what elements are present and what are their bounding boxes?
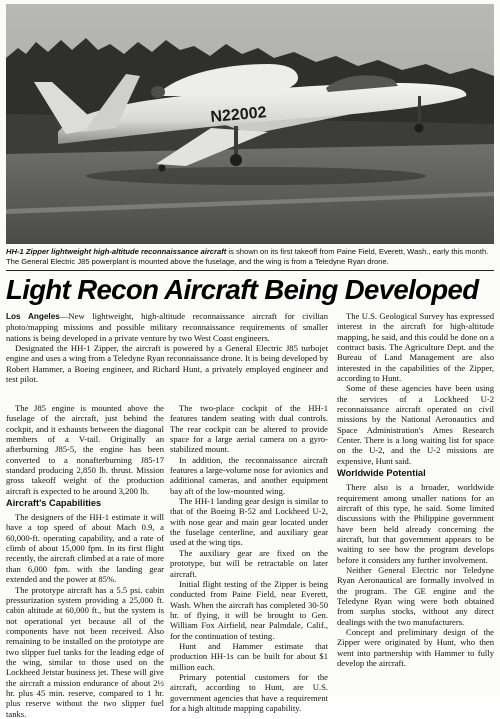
caption-lead: HH-1 Zipper lightweight high-altitude reconnaissance aircraft xyxy=(6,247,227,256)
aircraft-photo xyxy=(6,4,494,244)
paragraph: The designers of the HH-1 estimate it will have a top speed of about Mach 0.9, a 60,000-ft. operating capability, and a rate of climb of about 15,000 fpm. In its first flight recently, the aircraft climbed at a rate of more than 6,000 fpm. with the landing gear extended and the power at 85%. xyxy=(6,512,164,585)
article-column-2 xyxy=(170,403,328,713)
article-column-1 xyxy=(6,403,164,719)
paragraph: Neither General Electric nor Teledyne Ryan Aeronautical are formally involved in the program. The GE engine and the Teledyne Ryan wing were both obtained from surplus stocks, without any direct dealings with the two manufacturers. xyxy=(337,564,494,627)
subhead-worldwide: Worldwide Potential xyxy=(337,468,426,479)
paragraph: The U.S. Geological Survey has expressed interest in the aircraft for high-altitude mapping, he said, and this could be done on a contract basis. The Agriculture Dept. and the Bureau of Land Management are also interested in the capabilities of the Zipper, according to Hunt. xyxy=(337,311,494,384)
paragraph: In addition, the reconnaissance aircraft features a large-volume nose for avionics and additional cameras, and another equipment bay aft of the low-mounted wing. xyxy=(170,454,328,496)
subhead-capabilities: Aircraft's Capabilities xyxy=(6,498,102,509)
paragraph: The auxiliary gear are fixed on the prototype, but will be retractable on later aircraft. xyxy=(170,547,328,579)
paragraph: The HH-1 landing gear design is similar to that of the Boeing B-52 and Lockheed U-2, with nose gear and main gear located under the fuselage centerline, and auxiliary gear used at the wing tips. xyxy=(170,496,328,548)
dateline: Los Angeles xyxy=(6,312,60,321)
paragraph: Primary potential customers for the aircraft, according to Hunt, are U.S. government agencies that have a requirement for a high altitude mapping capability. xyxy=(170,671,328,713)
paragraph: There also is a broader, worldwide requirement among smaller nations for an aircraft of this type, he said. Some limited discussions with the Philippine government have been held already concerning the aircraft, but that government appears to be waiting to see how the program develops before it considers any further involvement. xyxy=(337,482,494,565)
paragraph: Initial flight testing of the Zipper is being conducted from Paine Field, near Everett, Wash. When the aircraft has completed 30-50 hr. of flying, it will be brought to Gen. William Fox Airfield, near Palmdale, Calif., for the continuation of testing. xyxy=(170,578,328,641)
paragraph: Concept and preliminary design of the Zipper were originated by Hunt, who then went into partnership with Hammer to fully develop the aircraft. xyxy=(337,626,494,668)
lede-text: —New lightweight, high-altitude reconnaissance aircraft for civilian photo/mapping missions and possible military reconnaissance requirements of smaller nations is being developed in a private venture by two West Coast engineers. xyxy=(6,311,328,343)
paragraph: The prototype aircraft has a 5.5 psi. cabin pressurization system providing a 25,000 ft. cabin altitude at 60,000 ft., but the system is not operational yet because all of the components have not been received. Also remaining to be installed on the prototype are two slipper fuel tanks for the leading edge of the wing, similar to those used on the Lockheed Jetstar business jet. These will give the aircraft a mission endurance of about 2½ hr. plus 45 min. reserve, compared to 1 hr. plus reserve without the two slipper fuel tanks. xyxy=(6,584,164,719)
caption-text: is shown on its first takeoff from Paine Field, Everett, Wash., early this month. The General Electric J85 powerplant is mounted above the fuselage, and the wing is from a Teledyne Ryan drone. xyxy=(6,247,489,266)
photo-caption xyxy=(6,247,494,266)
paragraph: The two-place cockpit of the HH-1 features tandem seating with dual controls. The rear cockpit can be altered to provide space for a large aerial camera on a gyro-stabilized mount. xyxy=(170,403,328,455)
article-headline: Light Recon Aircraft Being Developed xyxy=(6,274,479,305)
article-lede xyxy=(6,311,328,384)
paragraph: The J85 engine is mounted above the fuselage of the aircraft, just behind the cockpit, and it exhausts between the diagonal members of a V-tail. Originally an afterburning J85-5, the engine has been converted to a nonafterburning J85-17 standard producing 2,850 lb. thrust. Mission gross takeoff weight of the production aircraft is expected to be around 3,200 lb. xyxy=(6,403,164,496)
tail-number: N22002 xyxy=(209,104,268,126)
article-column-3 xyxy=(337,311,494,668)
paragraph: Designated the HH-1 Zipper, the aircraft is powered by a General Electric J85 turbojet engine and uses a wing from a Teledyne Ryan reconnaissance drone. It is being developed by Robert Hammer, a Boeing engineer, and Richard Hunt, a privately employed engineer and test pilot. xyxy=(6,343,328,385)
aircraft-photo-drawing xyxy=(6,4,494,244)
lede-paragraph xyxy=(6,311,328,343)
caption-rule xyxy=(6,270,494,271)
paragraph: Hunt and Hammer estimate that production HH-1s can be built for about $1 million each. xyxy=(170,640,328,672)
paragraph: Some of these agencies have been using the services of a Lockheed U-2 reconnaissance aircraft operated on civil missions by the National Aeronautics and Space Administration's Ames Research Center. There is a long waiting list for space on the U-2, and the U-2 missions are expensive, Hunt said. xyxy=(337,383,494,466)
